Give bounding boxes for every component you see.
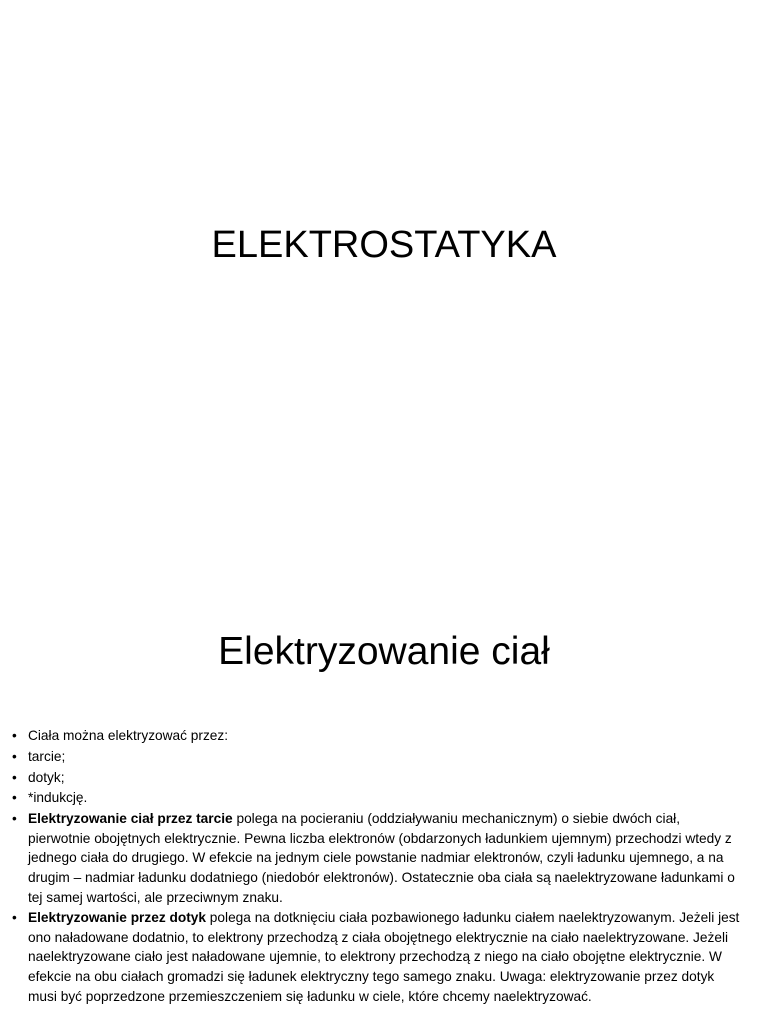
bullet-item [12,788,740,808]
slide-title-elektrostatyka: ELEKTROSTATYKA [211,224,557,266]
bullet-item [12,908,740,1006]
bullet-text: dotyk; [28,769,65,785]
bullet-text: Ciała można elektryzować przez: [28,728,229,743]
bullet-bold-term: Elektryzowanie przez dotyk [28,910,206,926]
bullet-list [12,726,740,1007]
bullet-bold-term: Elektryzowanie ciał przez tarcie [28,811,233,827]
bullet-text: *indukcję. [28,790,88,806]
bullet-text: polega na dotknięciu ciała pozbawionego ładunku ciałem naelektryzowanym. Jeżeli jest ono naładowane dodatnio, to elektrony przechodzą z ciała obojętnego elektrycznie na ciało naelektryzowane. Jeżeli naelektryzowane ciało jest naładowane ujemnie, to elektrony przechodzą z niego na ciało obojętne elektrycznie. W efekcie na obu ciałach gromadzi się ładunek elektryczny tego samego znaku. Uwaga: elektryzowanie przez dotyk musi być poprzedzone przemieszczeniem się ładunku w ciele, które chcemy naelektryzować. [28,910,740,1004]
bullet-item [12,809,740,907]
bullet-item [12,726,740,746]
bullet-item [12,747,740,767]
bullet-item [12,768,740,788]
bullet-text: tarcie; [28,748,66,764]
slide-title-elektryzowanie: Elektryzowanie ciał [218,630,550,673]
bullet-text: polega na pocieraniu (oddziaływaniu mechanicznym) o siebie dwóch ciał, pierwotnie obojętnych elektrycznie. Pewna liczba elektronów (obdarzonych ładunkiem ujemnym) przechodzi wtedy z jednego ciała do drugiego. W efekcie na jednym ciele powstanie nadmiar elektronów, czyli ładunku ujemnego, a na drugim – nadmiar ładunku dodatniego (niedobór elektronów). Ostatecznie oba ciała są naelektryzowane ładunkami o tej samej wartości, ale przeciwnym znaku. [28,811,735,905]
